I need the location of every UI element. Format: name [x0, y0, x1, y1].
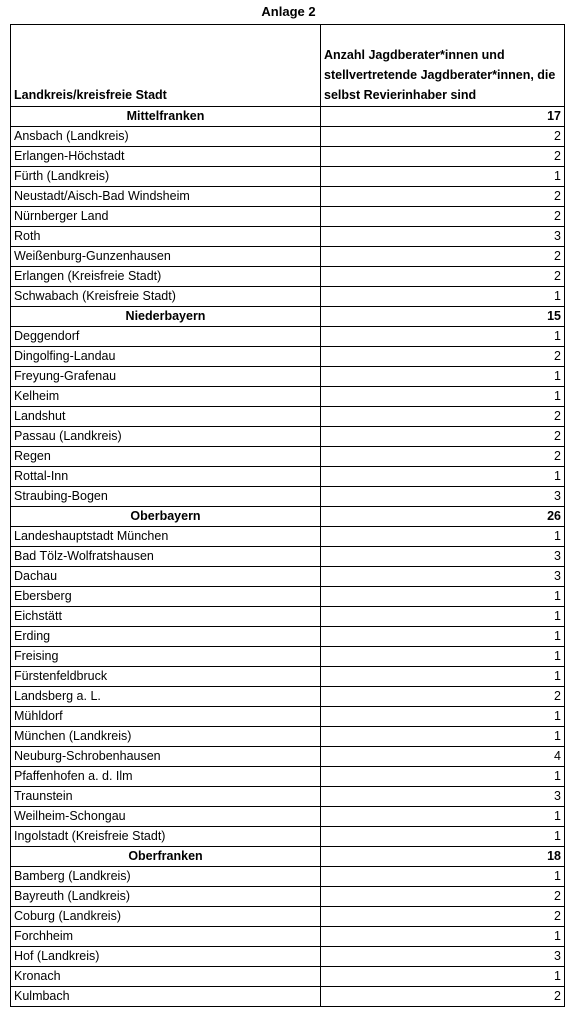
district-count: 3	[321, 787, 565, 807]
district-name: Erlangen-Höchstadt	[11, 147, 321, 167]
region-row	[11, 307, 565, 327]
table-row	[11, 687, 565, 707]
district-count: 3	[321, 567, 565, 587]
table-row	[11, 227, 565, 247]
table-row	[11, 627, 565, 647]
district-count: 2	[321, 247, 565, 267]
district-count: 1	[321, 607, 565, 627]
district-count: 1	[321, 647, 565, 667]
district-name: Dingolfing-Landau	[11, 347, 321, 367]
district-count: 2	[321, 267, 565, 287]
district-count: 2	[321, 427, 565, 447]
table-row	[11, 707, 565, 727]
table-row	[11, 447, 565, 467]
district-count: 1	[321, 767, 565, 787]
table-row	[11, 387, 565, 407]
district-count: 2	[321, 447, 565, 467]
district-count: 1	[321, 807, 565, 827]
district-count: 2	[321, 207, 565, 227]
district-name: Dachau	[11, 567, 321, 587]
region-row	[11, 847, 565, 867]
table-row	[11, 767, 565, 787]
district-name: Regen	[11, 447, 321, 467]
district-count: 1	[321, 387, 565, 407]
district-name: Nürnberger Land	[11, 207, 321, 227]
region-row	[11, 107, 565, 127]
region-total: 26	[321, 507, 565, 527]
district-name: Neuburg-Schrobenhausen	[11, 747, 321, 767]
table-row	[11, 887, 565, 907]
district-count: 2	[321, 687, 565, 707]
column-header-count: Anzahl Jagdberater*innen und stellvertretende Jagdberater*innen, die selbst Revierinhaber sind	[321, 25, 565, 107]
district-count: 3	[321, 547, 565, 567]
table-row	[11, 547, 565, 567]
district-count: 1	[321, 367, 565, 387]
district-name: Fürth (Landkreis)	[11, 167, 321, 187]
district-name: Kelheim	[11, 387, 321, 407]
table-row	[11, 807, 565, 827]
district-name: Rottal-Inn	[11, 467, 321, 487]
table-row	[11, 367, 565, 387]
region-name: Oberbayern	[11, 507, 321, 527]
table-row	[11, 267, 565, 287]
district-count: 1	[321, 327, 565, 347]
district-count: 2	[321, 347, 565, 367]
table-row	[11, 487, 565, 507]
district-name: Landeshauptstadt München	[11, 527, 321, 547]
table-row	[11, 207, 565, 227]
district-count: 3	[321, 947, 565, 967]
table-row	[11, 407, 565, 427]
district-count: 3	[321, 487, 565, 507]
district-count: 4	[321, 747, 565, 767]
district-count: 1	[321, 627, 565, 647]
district-name: Landsberg a. L.	[11, 687, 321, 707]
district-name: Forchheim	[11, 927, 321, 947]
district-count: 1	[321, 667, 565, 687]
district-count: 1	[321, 867, 565, 887]
district-name: München (Landkreis)	[11, 727, 321, 747]
table-row	[11, 967, 565, 987]
table-row	[11, 907, 565, 927]
page-title: Anlage 2	[261, 4, 316, 19]
table-row	[11, 327, 565, 347]
district-name: Neustadt/Aisch-Bad Windsheim	[11, 187, 321, 207]
district-count: 1	[321, 527, 565, 547]
district-count: 2	[321, 127, 565, 147]
column-header-district: Landkreis/kreisfreie Stadt	[11, 25, 321, 107]
district-name: Weißenburg-Gunzenhausen	[11, 247, 321, 267]
district-count: 2	[321, 147, 565, 167]
district-name: Mühldorf	[11, 707, 321, 727]
region-total: 17	[321, 107, 565, 127]
district-name: Ansbach (Landkreis)	[11, 127, 321, 147]
table-row	[11, 187, 565, 207]
district-name: Ingolstadt (Kreisfreie Stadt)	[11, 827, 321, 847]
district-count: 1	[321, 727, 565, 747]
region-name: Mittelfranken	[11, 107, 321, 127]
table-row	[11, 467, 565, 487]
district-count: 2	[321, 187, 565, 207]
district-name: Passau (Landkreis)	[11, 427, 321, 447]
district-name: Hof (Landkreis)	[11, 947, 321, 967]
table-row	[11, 607, 565, 627]
district-count: 2	[321, 887, 565, 907]
table-row	[11, 347, 565, 367]
table-row	[11, 747, 565, 767]
district-name: Freising	[11, 647, 321, 667]
district-name: Straubing-Bogen	[11, 487, 321, 507]
district-count: 1	[321, 927, 565, 947]
district-count: 1	[321, 587, 565, 607]
table-row	[11, 827, 565, 847]
district-name: Kronach	[11, 967, 321, 987]
table-row	[11, 587, 565, 607]
district-name: Kulmbach	[11, 987, 321, 1007]
table-row	[11, 647, 565, 667]
table-row	[11, 947, 565, 967]
district-count: 1	[321, 467, 565, 487]
table-row	[11, 167, 565, 187]
district-name: Traunstein	[11, 787, 321, 807]
table-row	[11, 287, 565, 307]
table-row	[11, 667, 565, 687]
district-count: 2	[321, 987, 565, 1007]
district-name: Bad Tölz-Wolfratshausen	[11, 547, 321, 567]
district-name: Weilheim-Schongau	[11, 807, 321, 827]
region-total: 18	[321, 847, 565, 867]
district-count: 3	[321, 227, 565, 247]
table-row	[11, 727, 565, 747]
table-row	[11, 247, 565, 267]
table-row	[11, 127, 565, 147]
district-name: Erding	[11, 627, 321, 647]
table-row	[11, 567, 565, 587]
district-name: Fürstenfeldbruck	[11, 667, 321, 687]
region-name: Niederbayern	[11, 307, 321, 327]
district-count: 1	[321, 287, 565, 307]
district-name: Pfaffenhofen a. d. Ilm	[11, 767, 321, 787]
district-count: 1	[321, 167, 565, 187]
district-name: Eichstätt	[11, 607, 321, 627]
table-row	[11, 867, 565, 887]
region-row	[11, 507, 565, 527]
district-count: 2	[321, 907, 565, 927]
district-name: Bamberg (Landkreis)	[11, 867, 321, 887]
table-row	[11, 527, 565, 547]
district-name: Ebersberg	[11, 587, 321, 607]
district-count: 1	[321, 967, 565, 987]
table-row	[11, 987, 565, 1007]
table-row	[11, 427, 565, 447]
table-row	[11, 787, 565, 807]
data-table	[10, 24, 565, 1007]
region-total: 15	[321, 307, 565, 327]
district-name: Deggendorf	[11, 327, 321, 347]
district-name: Coburg (Landkreis)	[11, 907, 321, 927]
district-name: Freyung-Grafenau	[11, 367, 321, 387]
district-name: Roth	[11, 227, 321, 247]
district-name: Bayreuth (Landkreis)	[11, 887, 321, 907]
district-count: 1	[321, 707, 565, 727]
table-header-row	[11, 25, 565, 107]
table-row	[11, 927, 565, 947]
district-name: Landshut	[11, 407, 321, 427]
district-name: Erlangen (Kreisfreie Stadt)	[11, 267, 321, 287]
district-count: 2	[321, 407, 565, 427]
district-name: Schwabach (Kreisfreie Stadt)	[11, 287, 321, 307]
table-row	[11, 147, 565, 167]
region-name: Oberfranken	[11, 847, 321, 867]
district-count: 1	[321, 827, 565, 847]
